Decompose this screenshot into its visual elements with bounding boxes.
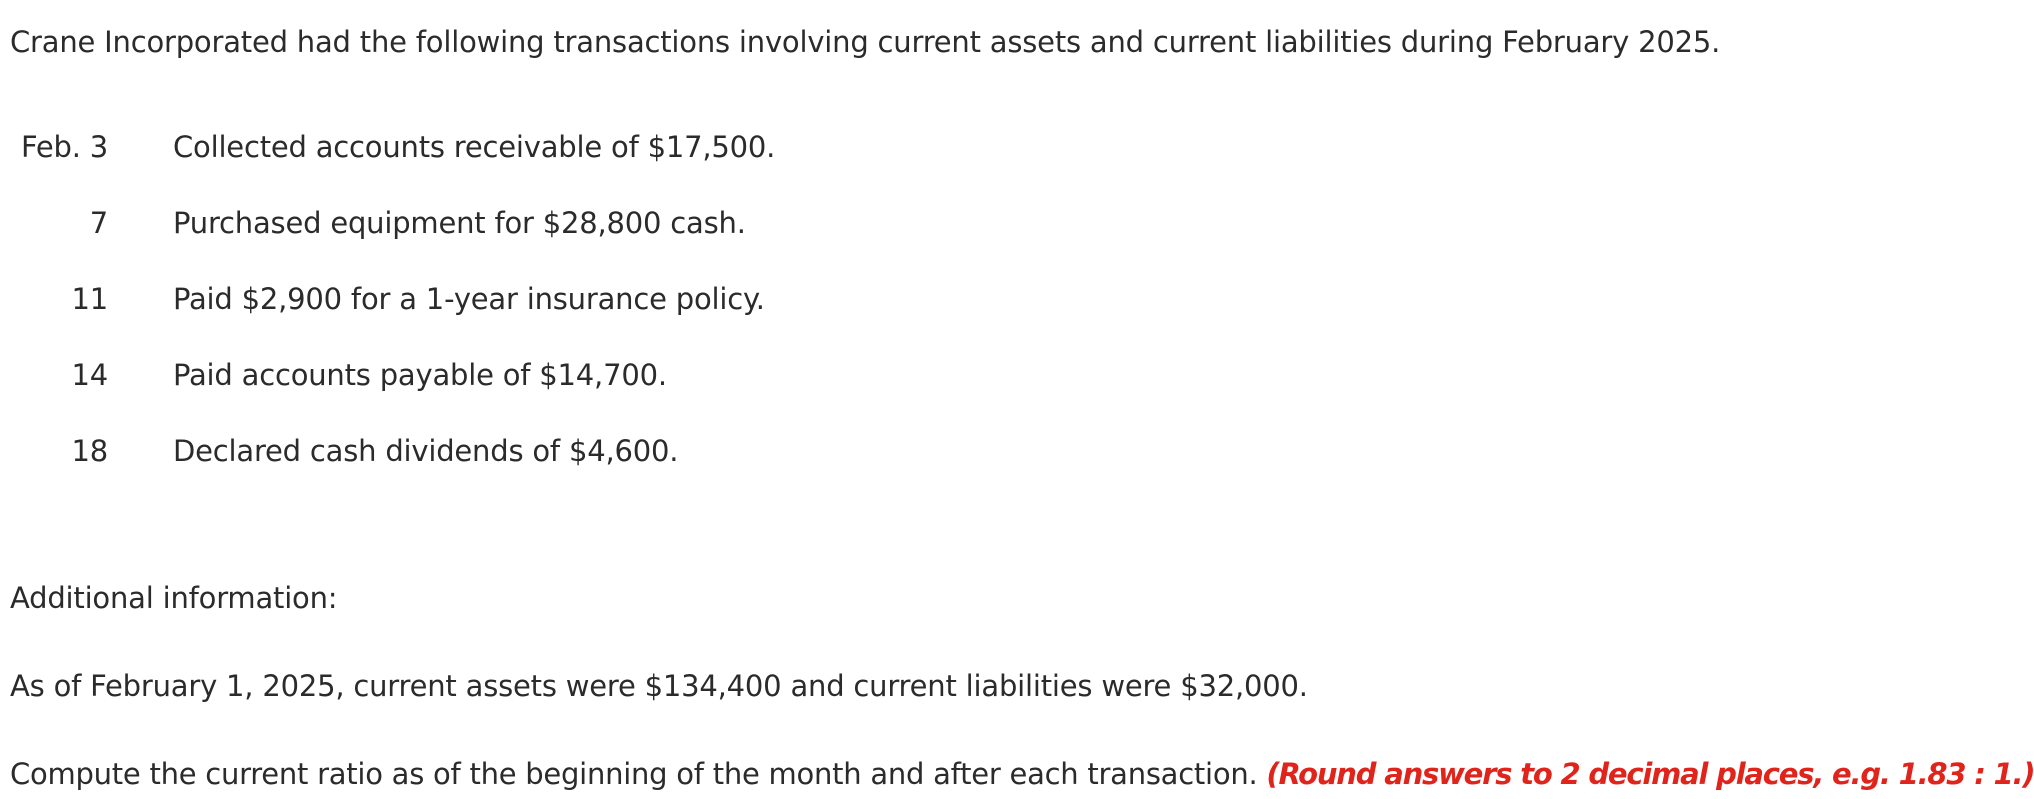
additional-info-text: As of February 1, 2025, current assets were $134,400 and current liabilities were $32,000. [10, 669, 1308, 703]
transaction-date: 14 [71, 358, 108, 392]
instruction-main: Compute the current ratio as of the beginning of the month and after each transaction. [10, 757, 1258, 791]
instruction-text [10, 750, 2034, 798]
transaction-row [0, 351, 1100, 399]
transaction-description: Collected accounts receivable of $17,500. [173, 130, 776, 164]
transaction-row [0, 275, 1100, 323]
transaction-date: 7 [89, 206, 108, 240]
problem-intro: Crane Incorporated had the following transactions involving current assets and current liabilities during February 2025. [10, 25, 1721, 59]
transaction-row [0, 427, 1100, 475]
transaction-date: 18 [71, 434, 108, 468]
transaction-date: 11 [71, 282, 108, 316]
rounding-note: (Round answers to 2 decimal places, e.g. 1.83 : 1.) [1266, 757, 2034, 791]
transaction-date: Feb. 3 [20, 130, 108, 164]
transaction-row [0, 123, 1100, 171]
transaction-description: Paid $2,900 for a 1-year insurance policy. [173, 282, 765, 316]
additional-info-heading: Additional information: [10, 581, 338, 615]
transaction-description: Paid accounts payable of $14,700. [173, 358, 667, 392]
transaction-description: Declared cash dividends of $4,600. [173, 434, 679, 468]
transaction-description: Purchased equipment for $28,800 cash. [173, 206, 746, 240]
transaction-row [0, 199, 1100, 247]
